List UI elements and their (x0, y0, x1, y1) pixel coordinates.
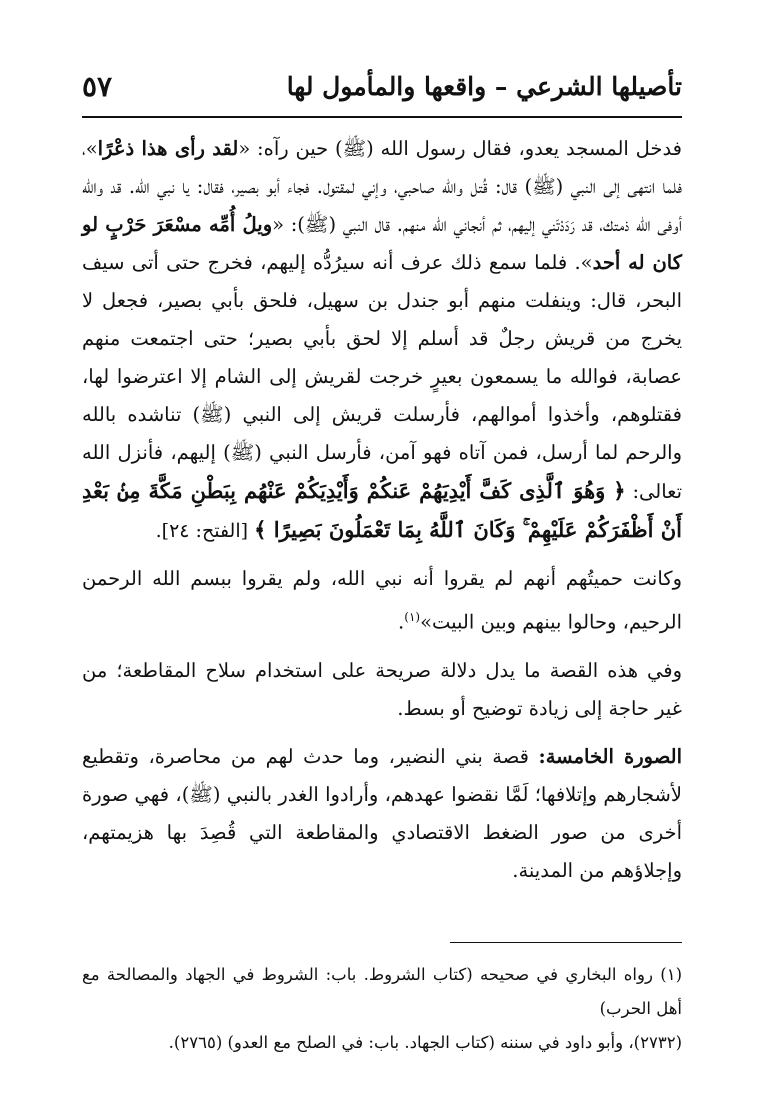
text-run: قصة بني النضير، وما حدث لهم من محاصرة، وتقطيع لأشجارهم وإتلافها؛ لَمَّا نقضوا عهدهم، وأرادوا الغدر بالنبي (ﷺ)، فهي صورة أخرى من صور الضغط الاقتصادي والمقاطعة التي قُصِدَ بها هزيمتهم، وإجلاؤهم من المدينة. (82, 744, 682, 882)
paragraph-story (82, 130, 682, 550)
text-run: »، فلما انتهى إلى النبي (ﷺ) قال: قُتل والله صاحبي، وإني لمقتول. فجاء أبو بصير، فقال: يا نبي الله. قد والله أوفى الله ذمتك، قد رَدَدْتَني إليهم، ثم أنجاني الله منهم. قال النبي (ﷺ): « (82, 137, 682, 236)
paragraph-hamiyya (82, 560, 682, 642)
main-text (82, 130, 682, 900)
quran-verse: ﴿ وَهُوَ ٱلَّذِى كَفَّ أَيْدِيَهُمْ عَنكُمْ وَأَيْدِيَكُمْ عَنْهُم بِبَطْنِ مَكَّةَ مِنۢ بَعْدِ أَنْ أَظْفَرَكُمْ عَلَيْهِمْ ۚ وَكَانَ ٱللَّهُ بِمَا تَعْمَلُونَ بَصِيرًا ﴾ (82, 478, 682, 542)
text-run: وكانت حميتُهم أنهم لم يقروا أنه نبي الله، ولم يقروا ببسم الله الرحمن الرحيم، وحالوا بينهم وبين البيت» (82, 567, 682, 634)
header-title: تأصيلها الشرعي – واقعها والمأمول لها (286, 72, 682, 101)
footnote-divider (450, 942, 682, 943)
text-run: . (398, 610, 405, 634)
text-run: فدخل المسجد يعدو، فقال رسول الله (ﷺ) حين رآه: « (238, 137, 682, 160)
paragraph-boycott: وفي هذه القصة ما يدل دلالة صريحة على استخدام سلاح المقاطعة؛ من غير حاجة إلى زيادة توضيح أو بسط. (82, 658, 682, 720)
footnotes (82, 958, 682, 1060)
hadith-quote: ويلُ أُمِّه مسْعَرَ حَرْبٍ لو كان له أحد (82, 213, 682, 274)
footnote-line: (٢٧٣٢)، وأبو داود في سننه (كتاب الجهاد. باب: في الصلح مع العدو) (٢٧٦٥). (168, 1033, 682, 1052)
footnote-marker[interactable]: (١) (404, 610, 421, 624)
paragraph-fifth-image (82, 738, 682, 890)
verse-reference: [الفتح: ٢٤]. (155, 520, 255, 542)
section-lead: الصورة الخامسة: (538, 744, 682, 768)
hadith-quote: لقد رأى هذا ذعْرًا (97, 137, 239, 160)
page-number: ٥٧ (82, 70, 113, 103)
footnote-line: (١) رواه البخاري في صحيحه (كتاب الشروط. باب: الشروط في الجهاد والمصالحة مع أهل الحرب) (82, 965, 682, 1018)
header-divider (82, 116, 682, 118)
running-header (82, 68, 682, 112)
text-run: ». فلما سمع ذلك عرف أنه سيرُدُّه إليهم، فخرج حتى أتى سيف البحر، قال: وينفلت منهم أبو جندل بن سهيل، فلحق بأبي بصير، فجعل لا يخرج من قريش رجلٌ قد أسلم إلا لحق بأبي بصير؛ حتى اجتمعت منهم عصابة، فوالله ما يسمعون بعيرٍ خرجت لقريش إلى الشام إلا اعترضوا لها، فقتلوهم، وأخذوا أموالهم، فأرسلت قريش إلى النبي (ﷺ) تناشده بالله والرحم لما أرسل، فمن آتاه فهو آمن، فأرسل النبي (ﷺ) إليهم، فأنزل الله تعالى: (82, 251, 682, 503)
